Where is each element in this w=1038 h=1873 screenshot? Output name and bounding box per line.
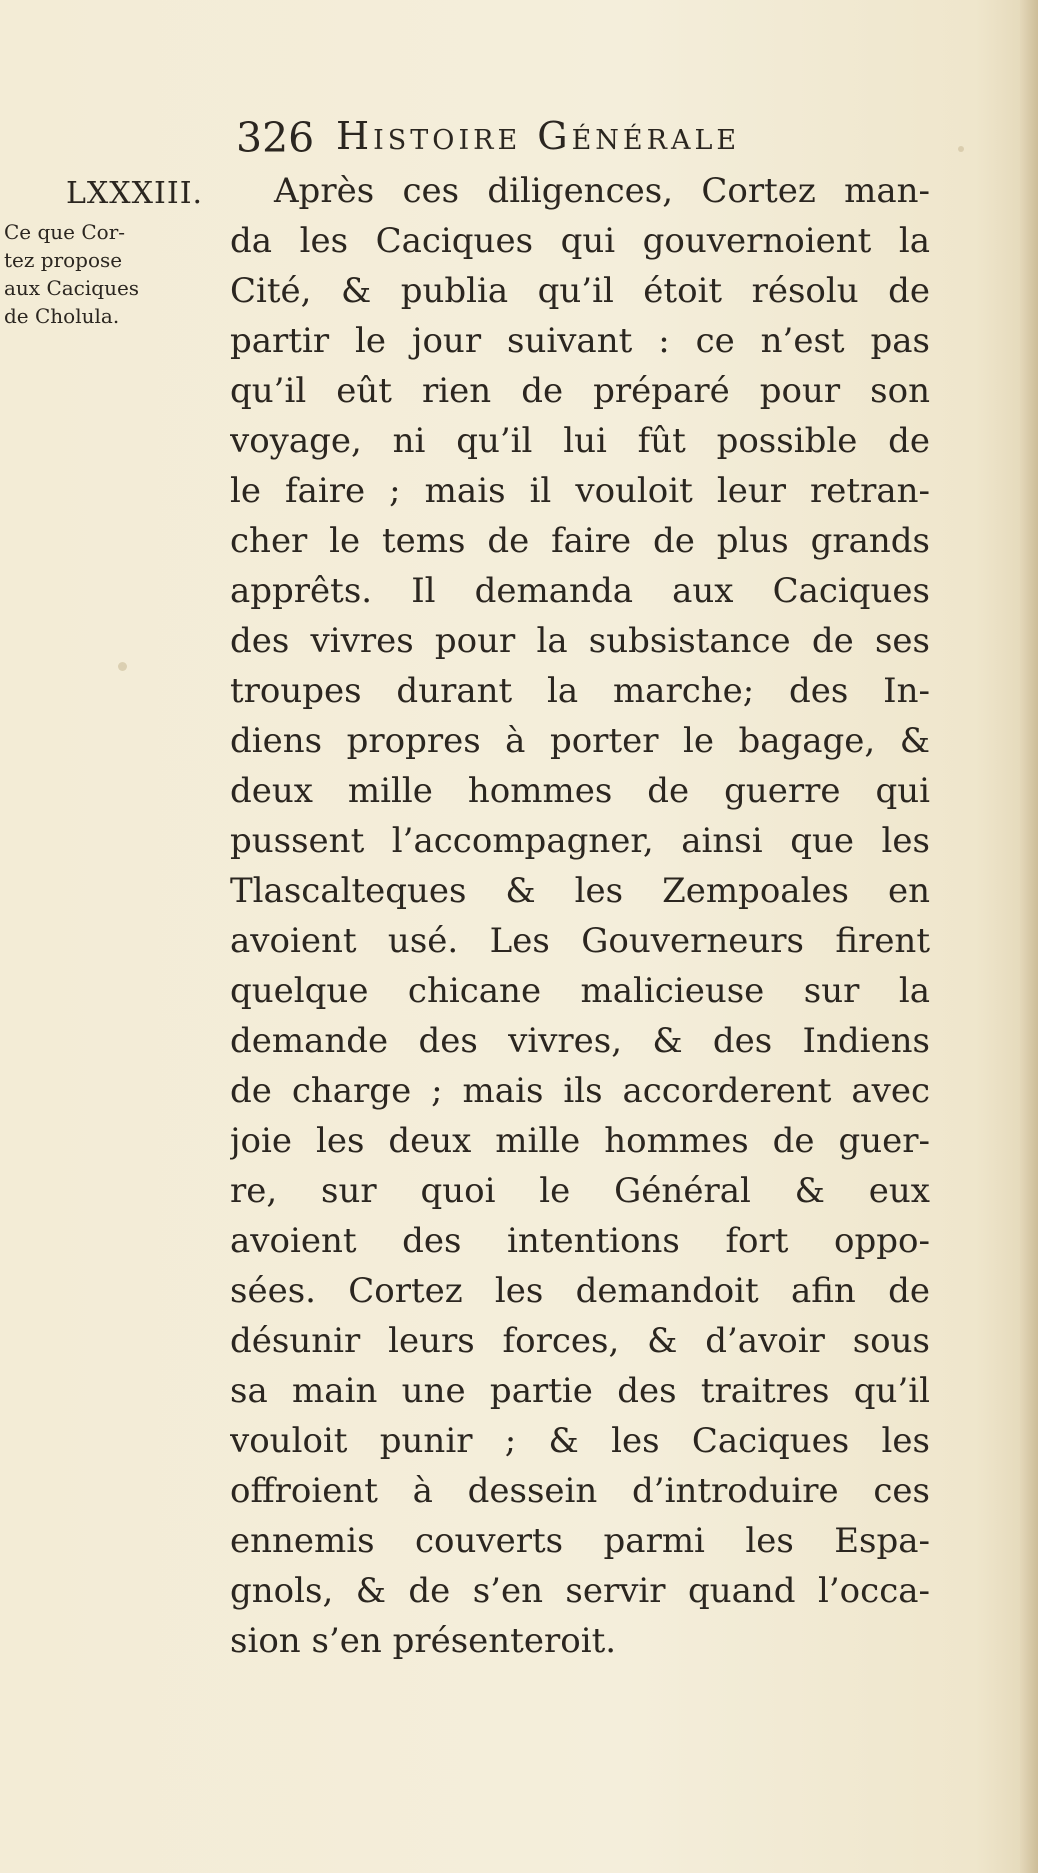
text-line: le faire ; mais il vouloit leur retran- [230,471,930,511]
text-line: voyage, ni qu’il lui fût possible de [230,421,930,461]
page-header [236,112,886,168]
margin-note-line: de Cholula. [4,304,120,328]
text-line: ennemis couverts parmi les Espa- [230,1521,930,1561]
text-line: da les Caciques qui gouvernoient la [230,221,930,261]
text-line: troupes durant la marche; des In- [230,671,930,711]
text-line: Après ces diligences, Cortez man- [274,171,930,211]
text-line: quelque chicane malicieuse sur la [230,971,930,1011]
text-line: sa main une partie des traitres qu’il [230,1371,930,1411]
paper-foxing-spot [958,146,964,152]
text-line: deux mille hommes de guerre qui [230,771,930,811]
chapter-marker: LXXXIII. [66,176,204,211]
text-line: partir le jour suivant : ce n’est pas [230,321,930,361]
margin-note [4,218,222,330]
text-line: désunir leurs forces, & d’avoir sous [230,1321,930,1361]
text-line: sées. Cortez les demandoit afin de [230,1271,930,1311]
text-line: offroient à dessein d’introduire ces [230,1471,930,1511]
text-line: gnols, & de s’en servir quand l’occa- [230,1571,930,1611]
text-line: de charge ; mais ils accorderent avec [230,1071,930,1111]
text-line: diens propres à porter le bagage, & [230,721,930,761]
margin-note-line: tez propose [4,248,123,272]
body-text [230,166,930,1666]
text-line: apprêts. Il demanda aux Caciques [230,571,930,611]
text-line: qu’il eût rien de préparé pour son [230,371,930,411]
text-line: des vivres pour la subsistance de ses [230,621,930,661]
text-line: joie les deux mille hommes de guer- [230,1121,930,1161]
running-title: Histoire Générale [336,114,741,158]
text-line: demande des vivres, & des Indiens [230,1021,930,1061]
text-line: vouloit punir ; & les Caciques les [230,1421,930,1461]
text-line: pussent l’accompagner, ainsi que les [230,821,930,861]
text-line: avoient usé. Les Gouverneurs firent [230,921,930,961]
page-number: 326 [236,114,315,162]
paper-foxing-spot [118,662,127,671]
text-line: avoient des intentions fort oppo- [230,1221,930,1261]
text-line: Cité, & publia qu’il étoit résolu de [230,271,930,311]
text-line: re, sur quoi le Général & eux [230,1171,930,1211]
text-line: Tlascalteques & les Zempoales en [230,871,930,911]
text-line: sion s’en présenteroit. [230,1621,617,1661]
margin-note-line: Ce que Cor- [4,220,126,244]
margin-note-line: aux Caciques [4,276,140,300]
page-gutter-edge [1020,0,1038,1873]
text-line: cher le tems de faire de plus grands [230,521,930,561]
